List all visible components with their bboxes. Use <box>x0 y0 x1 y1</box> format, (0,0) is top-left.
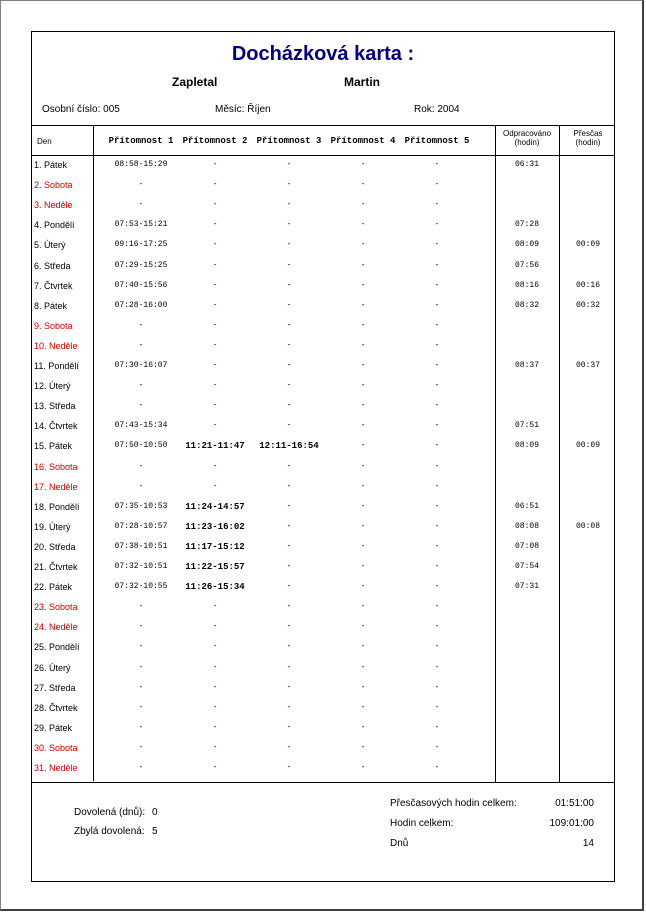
presence-cell-p1: - <box>138 381 144 391</box>
table-row <box>32 639 614 659</box>
presence-cell-p1: 07:40-15:56 <box>114 280 168 290</box>
worked-cell: 07:31 <box>514 582 539 592</box>
personal-number: Osobní číslo: 005 <box>42 104 120 115</box>
table-row <box>32 157 614 177</box>
presence-cell-p5: - <box>434 320 440 330</box>
presence-cell-p3: 12:11-16:54 <box>259 441 319 452</box>
presence-cell-p1: - <box>138 200 144 210</box>
presence-cell-p1: - <box>138 481 144 491</box>
presence-cell-p5: - <box>434 622 440 632</box>
hours-total-value: 109:01:00 <box>549 818 594 829</box>
presence-cell-p5: - <box>434 682 440 692</box>
presence-cell-p5: - <box>434 763 440 772</box>
table-row <box>32 177 614 197</box>
day-cell: 26. Úterý <box>34 662 71 673</box>
vacation-value: 0 <box>152 807 158 818</box>
presence-cell-p5: - <box>434 521 440 531</box>
presence-cell-p1: 07:28-16:00 <box>114 300 168 310</box>
table-row <box>32 700 614 720</box>
presence-cell-p4: - <box>360 220 366 230</box>
header-top-line <box>32 125 614 126</box>
table-row <box>32 579 614 599</box>
table-row <box>32 438 614 458</box>
year: Rok: 2004 <box>414 104 460 115</box>
presence-cell-p4: - <box>360 300 366 310</box>
presence-cell-p1: 08:58-15:29 <box>114 160 168 169</box>
presence-cell-p5: - <box>434 642 440 652</box>
table-row <box>32 217 614 237</box>
worked-cell: 07:28 <box>514 220 539 230</box>
presence-cell-p2: - <box>212 702 218 712</box>
worked-cell: 08:09 <box>514 240 539 250</box>
overtime-cell: 00:32 <box>575 300 600 310</box>
presence-cell-p2: 11:22-15:57 <box>185 562 245 572</box>
worked-cell: 08:32 <box>514 300 539 310</box>
day-cell: 23. Sobota <box>34 602 78 613</box>
presence-cell-p3: - <box>286 763 292 772</box>
table-row <box>32 519 614 539</box>
presence-cell-p4: - <box>360 702 366 712</box>
presence-cell-p3: - <box>286 461 292 471</box>
day-cell: 19. Úterý <box>34 521 71 532</box>
table-row <box>32 378 614 398</box>
presence-cell-p1: 07:29-15:25 <box>114 260 168 270</box>
presence-cell-p2: - <box>212 401 218 411</box>
presence-cell-p2: - <box>212 300 218 310</box>
table-row <box>32 539 614 559</box>
presence-cell-p5: - <box>434 180 440 190</box>
presence-cell-p4: - <box>360 642 366 652</box>
presence-cell-p3: - <box>286 421 292 431</box>
presence-cell-p1: - <box>138 722 144 732</box>
col-divider-day <box>93 125 94 155</box>
presence-cell-p2: - <box>212 180 218 190</box>
presence-cell-p3: - <box>286 320 292 330</box>
table-row <box>32 479 614 499</box>
presence-cell-p4: - <box>360 200 366 210</box>
header-overtime-line1: Přesčas <box>573 129 603 138</box>
presence-cell-p2: - <box>212 280 218 290</box>
day-cell: 18. Pondělí <box>34 501 80 512</box>
presence-cell-p4: - <box>360 160 366 169</box>
presence-cell-p2: 11:21-11:47 <box>185 441 245 452</box>
presence-cell-p2: 11:23-16:02 <box>185 521 245 532</box>
presence-cell-p1: 07:50-10:50 <box>114 441 168 451</box>
presence-cell-p5: - <box>434 742 440 752</box>
vacation-left-value: 5 <box>152 826 158 837</box>
presence-cell-p2: - <box>212 742 218 752</box>
presence-cell-p3: - <box>286 521 292 531</box>
presence-cell-p1: - <box>138 340 144 350</box>
presence-cell-p2: - <box>212 662 218 672</box>
table-row <box>32 459 614 479</box>
presence-cell-p4: - <box>360 401 366 411</box>
presence-cell-p4: - <box>360 461 366 471</box>
attendance-card <box>31 31 615 882</box>
table-row <box>32 278 614 298</box>
day-cell: 11. Pondělí <box>34 361 79 371</box>
header-p4: Přítomnost 4 <box>330 136 396 146</box>
table-row <box>32 740 614 760</box>
worked-cell: 06:31 <box>514 160 539 169</box>
presence-cell-p5: - <box>434 602 440 612</box>
presence-cell-p3: - <box>286 160 292 169</box>
presence-cell-p1: - <box>138 461 144 471</box>
worked-cell: 07:54 <box>514 562 539 571</box>
table-row <box>32 418 614 438</box>
table-row <box>32 237 614 257</box>
worked-cell: 07:51 <box>514 421 539 431</box>
presence-cell-p3: - <box>286 220 292 230</box>
presence-cell-p5: - <box>434 722 440 732</box>
overtime-cell: 00:37 <box>575 361 600 370</box>
day-cell: 9. Sobota <box>34 320 73 331</box>
table-row <box>32 660 614 680</box>
presence-cell-p1: 07:32-10:51 <box>114 562 168 571</box>
presence-cell-p4: - <box>360 562 366 571</box>
day-cell: 21. Čtvrtek <box>34 562 78 572</box>
header-p2: Přítomnost 2 <box>182 136 248 146</box>
header-p3: Přítomnost 3 <box>256 136 322 146</box>
header-worked-line1: Odpracováno <box>502 129 552 138</box>
presence-cell-p3: - <box>286 562 292 571</box>
month: Měsíc: Říjen <box>215 104 271 115</box>
presence-cell-p4: - <box>360 320 366 330</box>
overtime-total-value: 01:51:00 <box>555 798 594 809</box>
presence-cell-p3: - <box>286 582 292 592</box>
presence-cell-p3: - <box>286 361 292 370</box>
presence-cell-p4: - <box>360 501 366 511</box>
table-row <box>32 258 614 278</box>
employee-first-name: Martin <box>344 75 380 89</box>
presence-cell-p3: - <box>286 662 292 672</box>
presence-cell-p1: 07:30-16:07 <box>114 361 168 370</box>
days-value: 14 <box>582 838 594 849</box>
presence-cell-p5: - <box>434 461 440 471</box>
presence-cell-p3: - <box>286 722 292 732</box>
presence-cell-p1: - <box>138 602 144 612</box>
presence-cell-p4: - <box>360 260 366 270</box>
header-bottom-line <box>32 155 614 156</box>
worked-cell: 08:16 <box>514 280 539 290</box>
presence-cell-p5: - <box>434 401 440 411</box>
day-cell: 13. Středa <box>34 401 76 412</box>
presence-cell-p1: - <box>138 662 144 672</box>
presence-cell-p2: - <box>212 421 218 431</box>
presence-cell-p4: - <box>360 521 366 531</box>
presence-cell-p4: - <box>360 240 366 250</box>
presence-cell-p5: - <box>434 562 440 571</box>
presence-cell-p3: - <box>286 240 292 250</box>
day-cell: 4. Pondělí <box>34 220 75 231</box>
presence-cell-p2: - <box>212 220 218 230</box>
presence-cell-p5: - <box>434 381 440 391</box>
worked-cell: 07:08 <box>514 541 539 551</box>
presence-cell-p3: - <box>286 381 292 391</box>
presence-cell-p3: - <box>286 602 292 612</box>
presence-cell-p5: - <box>434 702 440 712</box>
overtime-cell: 00:16 <box>575 280 600 290</box>
worked-cell: 08:08 <box>514 521 539 531</box>
day-cell: 17. Neděle <box>34 481 78 492</box>
day-cell: 22. Pátek <box>34 582 73 593</box>
presence-cell-p1: - <box>138 682 144 692</box>
day-cell: 12. Úterý <box>34 381 71 392</box>
presence-cell-p3: - <box>286 501 292 511</box>
presence-cell-p2: 11:24-14:57 <box>185 501 245 512</box>
presence-cell-p1: - <box>138 180 144 190</box>
day-cell: 1. Pátek <box>34 160 68 170</box>
presence-cell-p4: - <box>360 662 366 672</box>
presence-cell-p3: - <box>286 742 292 752</box>
presence-cell-p2: - <box>212 260 218 270</box>
presence-cell-p2: - <box>212 763 218 772</box>
table-row <box>32 599 614 619</box>
presence-cell-p3: - <box>286 642 292 652</box>
presence-cell-p3: - <box>286 401 292 411</box>
presence-cell-p5: - <box>434 541 440 551</box>
vacation-left-label: Zbylá dovolená: <box>74 826 145 837</box>
overtime-cell: 00:09 <box>575 441 600 451</box>
presence-cell-p4: - <box>360 280 366 290</box>
presence-cell-p3: - <box>286 260 292 270</box>
presence-cell-p1: 09:16-17:25 <box>114 240 168 250</box>
presence-cell-p3: - <box>286 300 292 310</box>
overtime-cell: 00:09 <box>575 240 600 250</box>
day-cell: 7. Čtvrtek <box>34 280 73 291</box>
presence-cell-p2: - <box>212 461 218 471</box>
presence-cell-p4: - <box>360 381 366 391</box>
presence-cell-p4: - <box>360 722 366 732</box>
presence-cell-p2: - <box>212 642 218 652</box>
header-p1: Přítomnost 1 <box>108 136 174 146</box>
worked-cell: 08:09 <box>514 441 539 451</box>
presence-cell-p5: - <box>434 421 440 431</box>
table-row <box>32 760 614 780</box>
presence-cell-p1: 07:38-10:51 <box>114 541 168 551</box>
presence-cell-p2: - <box>212 160 218 169</box>
presence-cell-p4: - <box>360 421 366 431</box>
presence-cell-p2: - <box>212 320 218 330</box>
day-cell: 5. Úterý <box>34 240 66 251</box>
day-cell: 29. Pátek <box>34 722 73 733</box>
day-cell: 15. Pátek <box>34 441 73 452</box>
presence-cell-p2: - <box>212 240 218 250</box>
presence-cell-p2: - <box>212 340 218 350</box>
presence-cell-p1: 07:43-15:34 <box>114 421 168 431</box>
days-label: Dnů <box>390 838 409 849</box>
presence-cell-p1: 07:35-10:53 <box>114 501 168 511</box>
presence-cell-p4: - <box>360 441 366 451</box>
table-row <box>32 398 614 418</box>
footer-line <box>32 782 614 783</box>
presence-cell-p1: 07:32-10:55 <box>114 582 168 592</box>
presence-cell-p5: - <box>434 220 440 230</box>
day-cell: 30. Sobota <box>34 742 78 753</box>
presence-cell-p5: - <box>434 260 440 270</box>
worked-cell: 08:37 <box>514 361 539 370</box>
table-row <box>32 680 614 700</box>
presence-cell-p1: 07:53-15:21 <box>114 220 168 230</box>
presence-cell-p5: - <box>434 582 440 592</box>
day-cell: 10. Neděle <box>34 340 78 351</box>
worked-cell: 07:56 <box>514 260 539 270</box>
table-row <box>32 338 614 358</box>
day-cell: 6. Středa <box>34 260 71 271</box>
worked-cell: 06:51 <box>514 501 539 511</box>
presence-cell-p4: - <box>360 361 366 370</box>
overtime-cell: 00:08 <box>575 521 600 531</box>
day-cell: 2. Sobota <box>34 180 73 191</box>
presence-cell-p4: - <box>360 541 366 551</box>
employee-last-name: Zapletal <box>172 75 218 89</box>
presence-cell-p5: - <box>434 501 440 511</box>
presence-cell-p3: - <box>286 280 292 290</box>
presence-cell-p3: - <box>286 682 292 692</box>
presence-cell-p4: - <box>360 582 366 592</box>
table-row <box>32 298 614 318</box>
table-row <box>32 499 614 519</box>
presence-cell-p4: - <box>360 602 366 612</box>
day-cell: 16. Sobota <box>34 461 78 472</box>
presence-cell-p5: - <box>434 240 440 250</box>
presence-cell-p2: - <box>212 682 218 692</box>
presence-cell-p4: - <box>360 180 366 190</box>
day-cell: 3. Neděle <box>34 200 73 211</box>
presence-cell-p5: - <box>434 280 440 290</box>
presence-cell-p1: - <box>138 742 144 752</box>
presence-cell-p4: - <box>360 340 366 350</box>
table-row <box>32 559 614 579</box>
presence-cell-p1: - <box>138 763 144 772</box>
header-worked-line2: (hodin) <box>514 138 540 147</box>
presence-cell-p5: - <box>434 662 440 672</box>
presence-cell-p5: - <box>434 361 440 370</box>
presence-cell-p3: - <box>286 481 292 491</box>
header-overtime <box>560 129 616 147</box>
header-overtime-line2: (hodin) <box>575 138 601 147</box>
table-row <box>32 619 614 639</box>
header-day: Den <box>37 137 52 146</box>
presence-cell-p4: - <box>360 742 366 752</box>
presence-cell-p3: - <box>286 702 292 712</box>
presence-cell-p3: - <box>286 180 292 190</box>
table-row <box>32 197 614 217</box>
presence-cell-p5: - <box>434 300 440 310</box>
day-cell: 14. Čtvrtek <box>34 421 78 432</box>
presence-cell-p4: - <box>360 622 366 632</box>
day-cell: 8. Pátek <box>34 300 68 311</box>
presence-cell-p2: - <box>212 722 218 732</box>
presence-cell-p5: - <box>434 160 440 169</box>
table-row <box>32 318 614 338</box>
table-row <box>32 358 614 378</box>
presence-cell-p2: 11:26-15:34 <box>185 582 245 593</box>
header-worked <box>496 129 558 147</box>
vacation-label: Dovolená (dnů): <box>74 807 146 818</box>
presence-cell-p2: 11:17-15:12 <box>185 541 245 552</box>
day-cell: 20. Středa <box>34 541 76 552</box>
presence-cell-p4: - <box>360 763 366 772</box>
day-cell: 27. Středa <box>34 682 76 693</box>
presence-cell-p1: 07:28-10:57 <box>114 521 168 531</box>
presence-cell-p2: - <box>212 602 218 612</box>
header-p5: Přítomnost 5 <box>404 136 470 146</box>
presence-cell-p1: - <box>138 622 144 632</box>
presence-cell-p2: - <box>212 200 218 210</box>
day-cell: 25. Pondělí <box>34 642 80 653</box>
presence-cell-p3: - <box>286 340 292 350</box>
day-cell: 31. Neděle <box>34 763 78 773</box>
hours-total-label: Hodin celkem: <box>390 818 454 829</box>
presence-cell-p1: - <box>138 320 144 330</box>
presence-cell-p5: - <box>434 340 440 350</box>
presence-cell-p5: - <box>434 200 440 210</box>
table-row <box>32 720 614 740</box>
presence-cell-p1: - <box>138 702 144 712</box>
presence-cell-p4: - <box>360 481 366 491</box>
presence-cell-p1: - <box>138 401 144 411</box>
presence-cell-p3: - <box>286 200 292 210</box>
presence-cell-p2: - <box>212 622 218 632</box>
overtime-total-label: Přesčasových hodin celkem: <box>390 798 517 809</box>
presence-cell-p2: - <box>212 361 218 370</box>
presence-cell-p2: - <box>212 381 218 391</box>
card-title: Docházková karta : <box>231 43 415 65</box>
presence-cell-p3: - <box>286 541 292 551</box>
presence-cell-p5: - <box>434 441 440 451</box>
presence-cell-p5: - <box>434 481 440 491</box>
day-cell: 24. Neděle <box>34 622 78 633</box>
day-cell: 28. Čtvrtek <box>34 702 78 713</box>
presence-cell-p3: - <box>286 622 292 632</box>
presence-cell-p4: - <box>360 682 366 692</box>
presence-cell-p2: - <box>212 481 218 491</box>
presence-cell-p1: - <box>138 642 144 652</box>
